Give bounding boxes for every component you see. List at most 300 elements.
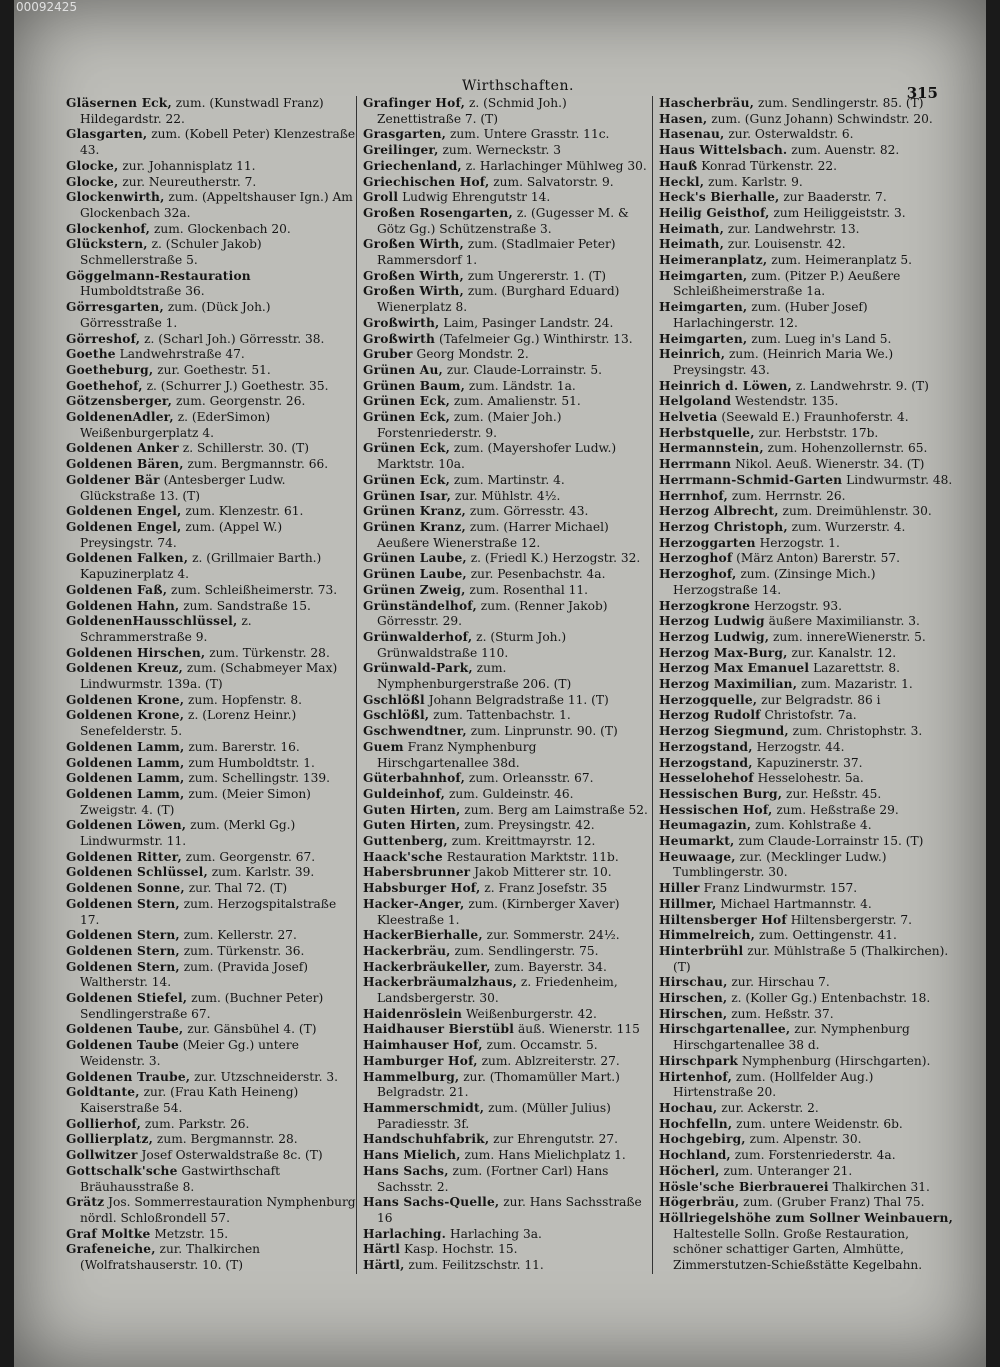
directory-entry: [659, 127, 953, 143]
entry-name: Hessischen Hof,: [659, 802, 773, 817]
directory-entry: [363, 1148, 651, 1164]
entry-name: Goldenen Bären,: [66, 457, 184, 472]
entry-name: Herzogstand,: [659, 755, 753, 770]
directory-entry: [363, 583, 651, 599]
entry-name: Heimgarten,: [659, 300, 748, 315]
entry-name: Haimhauser Hof,: [363, 1038, 483, 1053]
entry-name: Hinterbrühl: [659, 943, 744, 958]
entry-name: Goldenen Kreuz,: [66, 661, 183, 676]
directory-entry: [363, 1258, 651, 1274]
entry-details: zum. (Gunz Johann) Schwindstr. 20.: [711, 111, 933, 126]
entry-name: Großen Wirth,: [363, 237, 464, 252]
entry-name: Herrmann-Schmid-Garten: [659, 472, 843, 487]
directory-entry: [66, 818, 356, 849]
directory-entry: [659, 1022, 953, 1053]
entry-name: Goldenen Hirschen,: [66, 645, 206, 660]
entry-name: Herzogquelle,: [659, 692, 758, 707]
entry-name: Goldenen Falken,: [66, 551, 189, 566]
entry-details: z. (Lorenz Heinr.) Senefelderstr. 5.: [80, 708, 297, 739]
entry-details: zur. Pesenbachstr. 4a.: [470, 567, 606, 582]
entry-details: zur. Heßstr. 45.: [786, 786, 882, 801]
entry-details: äuß. Wienerstr. 115: [517, 1022, 640, 1037]
entry-details: zur. (Mecklinger Ludw.) Tumblingerstr. 30.: [673, 849, 887, 880]
directory-entry: [66, 332, 356, 348]
entry-details: (März Anton) Barerstr. 57.: [736, 551, 901, 566]
directory-entry: [66, 897, 356, 928]
entry-details: z. (Scharl Joh.) Görresstr. 38.: [144, 331, 325, 346]
entry-name: Harlaching.: [363, 1226, 447, 1241]
directory-entry: [363, 897, 651, 928]
entry-name: Heinrich,: [659, 347, 726, 362]
entry-name: Grafinger Hof,: [363, 96, 466, 110]
entry-name: Haus Wittelsbach.: [659, 143, 788, 158]
entry-name: Goldenen Taube: [66, 1038, 179, 1053]
entry-name: Heckl,: [659, 174, 705, 189]
entry-name: Goldenen Löwen,: [66, 818, 187, 833]
directory-entry: [66, 269, 356, 300]
directory-entry: [363, 1101, 651, 1132]
entry-name: GoldenenHausschlüssel,: [66, 614, 238, 629]
directory-entry: [363, 724, 651, 740]
entry-name: Goldenen Stern,: [66, 896, 180, 911]
directory-entry: [66, 646, 356, 662]
entry-details: Herzogstr. 93.: [753, 598, 842, 613]
directory-entry: [363, 818, 651, 834]
entry-details: zur. Utzschneiderstr. 3.: [194, 1069, 338, 1084]
directory-entry: [659, 473, 953, 489]
entry-details: zum. Nymphenburgerstraße 206. (T): [377, 661, 572, 692]
directory-entry: [363, 661, 651, 692]
entry-name: Grünen Isar,: [363, 488, 452, 503]
entry-details: zum. (Mayershofer Ludw.) Marktstr. 10a.: [377, 441, 617, 472]
directory-entry: [659, 803, 953, 819]
entry-name: Goldenen Lamm,: [66, 786, 185, 801]
entry-name: Goldenen Stern,: [66, 959, 180, 974]
directory-entry: [659, 112, 953, 128]
entry-name: Grünen Kranz,: [363, 504, 466, 519]
entry-name: Herzoghof,: [659, 567, 737, 582]
directory-entry: [66, 1070, 356, 1086]
directory-entry: [659, 771, 953, 787]
directory-entry: [66, 693, 356, 709]
directory-entry: [363, 551, 651, 567]
entry-details: zum. Werneckstr. 3: [442, 143, 562, 158]
entry-details: zum. (Stadlmaier Peter) Rammersdorf 1.: [377, 237, 616, 268]
entry-name: Grünen Baum,: [363, 378, 466, 393]
entry-name: HackerBierhalle,: [363, 928, 483, 943]
entry-name: Goldenen Schlüssel,: [66, 865, 208, 880]
directory-entry: [66, 520, 356, 551]
entry-name: Grünwald-Park,: [363, 661, 473, 676]
directory-entry: [659, 1195, 953, 1211]
entry-details: zum. innereWienerstr. 5.: [773, 629, 926, 644]
directory-entry: [363, 850, 651, 866]
directory-entry: [659, 913, 953, 929]
column-3: [652, 96, 953, 1274]
entry-name: Görreshof,: [66, 331, 141, 346]
entry-name: Heinrich d. Löwen,: [659, 378, 792, 393]
entry-details: zum. (Kobell Peter) Klenzestraße 43.: [80, 127, 356, 158]
entry-details: zum. (Meier Simon) Zweigstr. 4. (T): [80, 786, 311, 817]
entry-name: Güterbahnhof,: [363, 771, 466, 786]
directory-entry: [363, 410, 651, 441]
entry-details: zum. Wurzerstr. 4.: [791, 519, 906, 534]
entry-name: Hackerbräukeller,: [363, 959, 491, 974]
entry-details: zum. Kohlstraße 4.: [755, 818, 872, 833]
directory-entry: [363, 1195, 651, 1226]
entry-details: zum. (Harrer Michael) Aeußere Wienerstraße 12.: [377, 519, 609, 550]
directory-entry: [363, 316, 651, 332]
entry-name: Glocke,: [66, 174, 119, 189]
entry-name: Hirschau,: [659, 975, 728, 990]
directory-entry: [363, 489, 651, 505]
entry-details: zur. (Frau Kath Heineng) Kaiserstraße 54.: [80, 1085, 299, 1115]
entry-details: zum. Türkenstr. 28.: [209, 645, 330, 660]
directory-entry: [363, 693, 651, 709]
directory-entry: [659, 1007, 953, 1023]
directory-entry: [659, 850, 953, 881]
entry-details: zum. Martinstr. 4.: [453, 472, 565, 487]
entry-details: Hesselohestr. 5a.: [757, 771, 864, 786]
entry-details: Metzstr. 15.: [154, 1226, 229, 1241]
entry-details: zum. Guldeinstr. 46.: [448, 786, 574, 801]
directory-entry: [659, 567, 953, 598]
entry-name: Goldenen Traube,: [66, 1069, 191, 1084]
entry-name: Goldenen Krone,: [66, 692, 185, 707]
entry-name: Grätz: [66, 1195, 105, 1210]
entry-name: Grünen Laube,: [363, 567, 467, 582]
entry-details: zum. Sendlingerstr. 75.: [454, 943, 599, 958]
entry-name: Hasen,: [659, 111, 708, 126]
entry-details: zum. Parkstr. 26.: [144, 1116, 250, 1131]
directory-entry: [659, 410, 953, 426]
entry-details: Humboldtstraße 36.: [80, 284, 205, 299]
directory-entry: [66, 991, 356, 1022]
entry-details: zum. Hans Mielichplatz 1.: [464, 1148, 626, 1163]
entry-name: Guldeinhof,: [363, 786, 446, 801]
entry-name: Grünen Laube,: [363, 551, 467, 566]
entry-details: z. (Sturm Joh.) Grünwaldstraße 110.: [377, 629, 567, 660]
entry-details: z. Harlachinger Mühlweg 30.: [465, 158, 647, 173]
directory-entry: [66, 1132, 356, 1148]
entry-name: Hochau,: [659, 1101, 718, 1115]
column-1: [66, 96, 356, 1274]
entry-details: Ludwig Ehrengutstr 14.: [402, 190, 551, 205]
entry-name: Goldenen Lamm,: [66, 771, 185, 786]
entry-details: zum. (Gruber Franz) Thal 75.: [743, 1195, 925, 1210]
directory-entry: [659, 190, 953, 206]
directory-entry: [659, 1211, 953, 1274]
entry-details: zur. Landwehrstr. 13.: [727, 221, 860, 236]
entry-details: zum. (Appeltshauser Ign.) Am Glockenbach 32a.: [80, 190, 353, 220]
entry-details: zum. (Fortner Carl) Hans Sachsstr. 2.: [377, 1163, 609, 1194]
entry-details: Georg Mondstr. 2.: [416, 347, 529, 362]
directory-entry: [659, 253, 953, 269]
directory-entry: [363, 269, 651, 285]
entry-name: Hammerschmidt,: [363, 1101, 485, 1115]
entry-details: z. (Friedl K.) Herzogstr. 32.: [470, 551, 641, 566]
directory-entry: [659, 708, 953, 724]
directory-entry: [659, 1164, 953, 1180]
entry-name: Goethehof,: [66, 378, 143, 393]
entry-details: Gastwirthschaft Bräuhausstraße 8.: [80, 1163, 281, 1194]
directory-entry: [66, 960, 356, 991]
entry-name: Goldenen Engel,: [66, 519, 182, 534]
entry-details: zum. Kellerstr. 27.: [183, 928, 297, 943]
entry-details: z. Landwehrstr. 9. (T): [795, 378, 929, 393]
entry-details: zum. Georgenstr. 26.: [176, 394, 306, 409]
entry-name: Goldenen Lamm,: [66, 739, 185, 754]
directory-entry: [659, 143, 953, 159]
entry-name: Heimgarten,: [659, 331, 748, 346]
directory-entry: [363, 520, 651, 551]
directory-entry: [363, 237, 651, 268]
directory-entry: [66, 771, 356, 787]
directory-entry: [659, 551, 953, 567]
entry-name: Großwirth,: [363, 315, 440, 330]
entry-details: zur. Claude-Lorrainstr. 5.: [446, 362, 602, 377]
entry-details: Laim, Pasinger Landstr. 24.: [443, 315, 614, 330]
entry-details: zum Ungererstr. 1. (T): [467, 268, 607, 283]
directory-entry: [659, 740, 953, 756]
directory-entry: [659, 991, 953, 1007]
directory-entry: [659, 881, 953, 897]
entry-name: Goldenen Anker: [66, 441, 179, 456]
directory-entry: [66, 394, 356, 410]
directory-entry: [363, 1132, 651, 1148]
directory-entry: [659, 1180, 953, 1196]
entry-details: zum. Tattenbachstr. 1.: [433, 708, 571, 723]
entry-name: Hochfelln,: [659, 1116, 733, 1131]
entry-details: zum. Bergmannstr. 28.: [156, 1132, 298, 1147]
entry-details: zur. (Thomamüller Mart.) Belgradstr. 21.: [377, 1069, 620, 1100]
entry-name: Hiltensberger Hof: [659, 912, 787, 927]
entry-name: Goldenen Krone,: [66, 708, 185, 723]
entry-details: zur. Thal 72. (T): [188, 881, 288, 896]
entry-details: Lazarettstr. 8.: [813, 661, 900, 676]
entry-details: z. (Grillmaier Barth.) Kapuzinerplatz 4.: [80, 551, 322, 582]
entry-details: zum. (Merkl Gg.) Lindwurmstr. 11.: [80, 818, 296, 849]
entry-details: zum. (Heinrich Maria We.) Preysingstr. 43.: [673, 347, 894, 377]
directory-entry: [363, 1164, 651, 1195]
entry-name: Grünen Kranz,: [363, 519, 466, 534]
entry-name: Hirtenhof,: [659, 1069, 733, 1084]
directory-entry: [66, 379, 356, 395]
directory-entry: [659, 677, 953, 693]
column-2: [356, 96, 651, 1274]
directory-entry: [659, 599, 953, 615]
directory-entry: [659, 1148, 953, 1164]
directory-entry: [659, 441, 953, 457]
entry-name: Heimeranplatz,: [659, 253, 768, 268]
directory-entry: [659, 300, 953, 331]
scan-id: 00092425: [16, 0, 78, 14]
directory-entry: [659, 614, 953, 630]
directory-entry: [66, 363, 356, 379]
directory-entry: [66, 175, 356, 191]
entry-details: Johann Belgradstraße 11. (T): [428, 692, 609, 707]
entry-name: Hochgebirg,: [659, 1132, 746, 1147]
entry-details: Thalkirchen 31.: [832, 1179, 930, 1194]
entry-details: (Seewald E.) Fraunhoferstr. 4.: [721, 410, 909, 425]
directory-entry: [66, 708, 356, 739]
entry-name: Grünständelhof,: [363, 598, 477, 613]
entry-details: Franz Nymphenburg Hirschgartenallee 38d.: [377, 739, 537, 770]
entry-details: Harlaching 3a.: [449, 1226, 542, 1241]
entry-name: Gschlößl,: [363, 708, 430, 723]
entry-details: zum. Salvatorstr. 9.: [493, 174, 614, 189]
entry-name: Grafeneiche,: [66, 1242, 156, 1257]
directory-entry: [659, 693, 953, 709]
entry-details: zum. Sendlingerstr. 85. (T): [757, 96, 924, 110]
directory-entry: [659, 332, 953, 348]
directory-entry: [66, 551, 356, 582]
entry-name: Goldenen Faß,: [66, 582, 168, 597]
entry-details: zum. Karlstr. 39.: [211, 865, 315, 880]
directory-entry: [659, 394, 953, 410]
entry-details: zur. Hans Sachsstraße 16: [377, 1195, 642, 1225]
entry-details: zum. untere Weidenstr. 6b.: [736, 1116, 903, 1131]
page-number: 315: [906, 84, 938, 102]
entry-details: zum. (Müller Julius) Paradiesstr. 3f.: [377, 1101, 611, 1131]
directory-entry: [659, 756, 953, 772]
entry-name: Götzensberger,: [66, 394, 173, 409]
directory-entry: [66, 127, 356, 158]
directory-entry: [363, 394, 651, 410]
entry-details: zum. Linprunstr. 90. (T): [470, 724, 618, 739]
entry-details: Jakob Mitterer str. 10.: [474, 865, 612, 880]
entry-details: zum. Bayerstr. 34.: [494, 959, 607, 974]
entry-details: zum. Christophstr. 3.: [792, 724, 923, 739]
entry-name: Härtl: [363, 1242, 401, 1257]
directory-entry: [659, 1054, 953, 1070]
entry-details: zum. Heßstraße 29.: [776, 802, 899, 817]
entry-details: zum. Heimeranplatz 5.: [771, 253, 913, 268]
entry-name: Habersbrunner: [363, 865, 471, 880]
entry-details: zum. (Burghard Eduard) Wienerplatz 8.: [377, 284, 620, 315]
entry-name: Göggelmann-Restauration: [66, 268, 251, 283]
directory-entry: [363, 740, 651, 771]
entry-details: zum. Karlstr. 9.: [708, 174, 803, 189]
directory-entry: [66, 599, 356, 615]
directory-entry: [66, 881, 356, 897]
entry-name: Heuwaage,: [659, 849, 736, 864]
directory-entry: [66, 865, 356, 881]
entry-name: Hasenau,: [659, 127, 725, 142]
entry-details: zur. Ackerstr. 2.: [721, 1101, 819, 1115]
directory-entry: [66, 222, 356, 238]
entry-name: Herzog Albrecht,: [659, 504, 779, 519]
directory-entry: [66, 159, 356, 175]
entry-details: zur. Thalkirchen (Wolfratshauserstr. 10. (T): [80, 1242, 261, 1273]
directory-entry: [363, 865, 651, 881]
directory-entry: [659, 489, 953, 505]
entry-details: zum. (Appel W.) Preysingstr. 74.: [80, 519, 283, 550]
entry-details: Franz Lindwurmstr. 157.: [703, 881, 858, 896]
entry-name: Härtl,: [363, 1258, 405, 1273]
entry-details: zum. Berg am Laimstraße 52.: [464, 802, 648, 817]
directory-entry: [66, 614, 356, 645]
directory-entry: [363, 1038, 651, 1054]
entry-name: Großen Wirth,: [363, 284, 464, 299]
entry-details: z. Friedenheim, Landsbergerstr. 30.: [377, 975, 618, 1006]
entry-name: Grünen Au,: [363, 362, 443, 377]
entry-name: Goetheburg,: [66, 362, 154, 377]
entry-name: Hamburger Hof,: [363, 1053, 478, 1068]
entry-name: Helvetia: [659, 410, 718, 425]
entry-details: z. (Gugesser M. & Götz Gg.) Schützenstraße 3.: [377, 205, 629, 236]
entry-details: z. (Schurrer J.) Goethestr. 35.: [146, 378, 329, 393]
entry-details: zum. Preysingstr. 42.: [464, 818, 595, 833]
entry-name: Goldtante,: [66, 1085, 140, 1100]
directory-entry: [66, 1038, 356, 1069]
entry-name: Heimath,: [659, 221, 725, 236]
directory-entry: [363, 834, 651, 850]
entry-name: Handschuhfabrik,: [363, 1132, 490, 1147]
entry-details: zum. (Buchner Peter) Sendlingerstraße 67.: [80, 991, 324, 1021]
entry-name: Guttenberg,: [363, 834, 448, 849]
entry-details: zum. Oettingenstr. 41.: [758, 928, 897, 943]
entry-details: Haltestelle Solln. Große Restauration, schöner schattiger Garten, Almhütte, Zimmerstutzen-Schießstätte Kegelbahn.: [673, 1226, 923, 1273]
entry-name: Guten Hirten,: [363, 802, 461, 817]
entry-name: Hackerbräumalzhaus,: [363, 975, 518, 990]
directory-entry: [363, 284, 651, 315]
directory-entry: [659, 159, 953, 175]
directory-entry: [363, 190, 651, 206]
directory-entry: [66, 850, 356, 866]
entry-details: zur. Nymphenburg Hirschgartenallee 38 d.: [673, 1022, 910, 1053]
entry-details: zum. Görresstr. 43.: [469, 504, 589, 519]
entry-details: Christofstr. 7a.: [764, 708, 857, 723]
directory-entry: [66, 1164, 356, 1195]
entry-name: Hirschen,: [659, 1006, 728, 1021]
entry-details: z. (Koller Gg.) Entenbachstr. 18.: [731, 991, 931, 1006]
entry-name: Großen Wirth,: [363, 268, 464, 283]
entry-details: zum. (Kunstwadl Franz) Hildegardstr. 22.: [80, 96, 324, 126]
directory-entry: [363, 175, 651, 191]
directory-entry: [363, 127, 651, 143]
entry-name: Heck's Bierhalle,: [659, 190, 780, 205]
entry-details: zur Belgradstr. 86 i: [761, 692, 881, 707]
directory-entry: [363, 630, 651, 661]
entry-details: zum. Ablzreiterstr. 27.: [481, 1053, 620, 1068]
directory-entry: [363, 1242, 651, 1258]
directory-entry: [659, 1117, 953, 1133]
directory-entry: [66, 1242, 356, 1273]
entry-name: Hirschen,: [659, 991, 728, 1006]
directory-entry: [363, 881, 651, 897]
entry-details: zum. Georgenstr. 67.: [185, 849, 316, 864]
entry-name: Haidenröslein: [363, 1006, 463, 1021]
directory-entry: [66, 1227, 356, 1243]
entry-details: zum. (Hollfelder Aug.) Hirtenstraße 20.: [673, 1069, 874, 1100]
entry-name: Grünen Eck,: [363, 472, 451, 487]
directory-entry: [659, 379, 953, 395]
entry-name: Gollierhof,: [66, 1116, 142, 1131]
directory-entry: [363, 787, 651, 803]
directory-entry: [363, 143, 651, 159]
entry-name: Grünen Zweig,: [363, 582, 466, 597]
entry-name: Guten Hirten,: [363, 818, 461, 833]
entry-name: Glockenwirth,: [66, 190, 165, 205]
entry-name: Goethe: [66, 347, 116, 362]
entry-details: Lindwurmstr. 48.: [846, 472, 953, 487]
entry-name: Herzog Ludwig,: [659, 629, 770, 644]
entry-details: zur. Sommerstr. 24½.: [486, 928, 620, 943]
entry-details: zum. (Maier Joh.) Forstenriederstr. 9.: [377, 410, 562, 440]
entry-name: Hascherbräu,: [659, 96, 755, 110]
entry-details: zur. Gänsbühel 4. (T): [187, 1022, 317, 1037]
